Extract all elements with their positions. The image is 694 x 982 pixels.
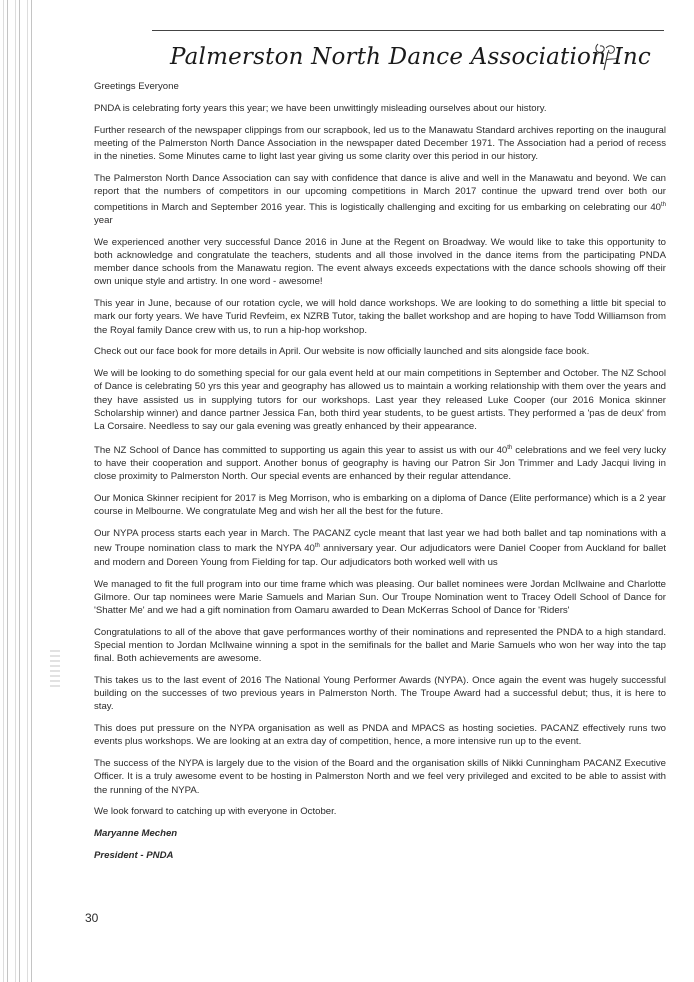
paragraph-3: The Palmerston North Dance Association can say with confidence that dance is alive and well in the Manawatu and beyond. We can report that the numbers of competitors in our upcoming competitions in March 2017 continue the upward trend over both our competitions in March and September 2016 year. This is logistically challenging and exciting for us embarking on celebrating our 40th year bbox=[94, 173, 666, 226]
signature-title: President - PNDA bbox=[94, 850, 174, 862]
paragraph-1: PNDA is celebrating forty years this year; we have been unwittingly misleading ourselves about our history. bbox=[94, 103, 547, 115]
paragraph-7: We will be looking to do something special for our gala event held at our main competitions in September and October. The NZ School of Dance is celebrating 50 yrs this year and geography has allowed us to maintain a working relationship with them over the years and they have assisted us in supplying tutors for our workshops. Last year they released Luke Cooper (our 2016 Monica skinner Scholarship winner) and dance partner Jessica Fan, both third year students, to be guest artists. They performed a 'pas de deux' from La Corsaire. Needless to say our gala evening was greatly enhanced by their appearance. bbox=[94, 368, 666, 433]
scan-smudge bbox=[50, 650, 60, 690]
paragraph-9: Our Monica Skinner recipient for 2017 is Meg Morrison, who is embarking on a diploma of Dance (Elite performance) which is a 2 year course in Melbourne. We congratulate Meg and wish her all the best for the future. bbox=[94, 493, 666, 518]
paragraph-2: Further research of the newspaper clippings from our scrapbook, led us to the Manawatu Standard archives reporting on the inaugural meeting of the Palmerston North Dance Association in the newspaper dated December 1971. The Association had a period of recess in the nineties. Some Minutes came to light last year giving us some clarity over this period in our history. bbox=[94, 125, 666, 163]
paragraph-6: Check out our face book for more details in April. Our website is now officially launched and sits alongside face book. bbox=[94, 346, 590, 358]
paragraph-12: Congratulations to all of the above that gave performances worthy of their nominations and represented the PNDA to a high standard. Special mention to Jordan McIlwaine winning a spot in the semifinals for the ballet and Marie Samuels who won her way into the tap final. Both achievements are awesome. bbox=[94, 626, 666, 665]
paragraph-5: This year in June, because of our rotation cycle, we will hold dance workshops. We are looking to do something a little bit special to mark our forty years. We have Turid Revfeim, ex NZRB Tutor, taking the ballet workshop and are hoping to have Todd Williamson from the Royal family Dance crew with us, to run a hip-hop workshop. bbox=[94, 298, 666, 336]
header-rule bbox=[152, 30, 664, 31]
paragraph-13: This takes us to the last event of 2016 The National Young Performer Awards (NYPA). Once again the event was hugely successful building on the successes of two previous years in Palmerston North. The Troupe Award had a successful debut; thus, it is here to stay. bbox=[94, 675, 666, 713]
paragraph-16: We look forward to catching up with everyone in October. bbox=[94, 806, 337, 818]
flourish-ornament-icon bbox=[592, 40, 622, 74]
scan-binding-edge bbox=[0, 0, 34, 982]
signature-name: Maryanne Mechen bbox=[94, 828, 178, 840]
paragraph-8: The NZ School of Dance has committed to supporting us again this year to assist us with our 40th celebrations and we feel very lucky to have their cooperation and support. Another bonus of geography is having our Patron Sir Jon Trimmer and Lady Jacqui living in close proximity to Palmerston North. Our special events are enhanced by their regular attendance. bbox=[94, 444, 666, 483]
greeting: Greetings Everyone bbox=[94, 81, 179, 92]
paragraph-10: Our NYPA process starts each year in March. The PACANZ cycle meant that last year we had both ballet and tap nominations with a new Troupe nomination class to mark the NYPA 40th anniversary year. Our adjudicators were Daniel Cooper from Auckland for ballet and modern and Doreen Young from Fielding for tap. Our adjudicators both worked well with us bbox=[94, 528, 666, 568]
paragraph-15: The success of the NYPA is largely due to the vision of the Board and the organisation skills of Nikki Cunningham PACANZ Executive Officer. It is a truly awesome event to be hosting in Palmerston North and we feel very privileged and excited to be able to assist with the running of the NYPA. bbox=[94, 758, 666, 796]
paragraph-4: We experienced another very successful Dance 2016 in June at the Regent on Broadway. We would like to take this opportunity to both acknowledge and congratulate the teachers, students and all those involved in the dance items from the participating PNDA member dance schools from the Manawatu region. The event always exceeds expectations with the dance schools showing off their own unique style and artistry. In one word - awesome! bbox=[94, 236, 666, 288]
paragraph-14: This does put pressure on the NYPA organisation as well as PNDA and MPACS as hosting societies. PACANZ effectively runs two events plus workshops. We are looking at an extra day of competition, hence, a more intensive run up to the event. bbox=[94, 723, 666, 748]
document-title: Palmerston North Dance Association Inc bbox=[170, 44, 652, 70]
letter-body bbox=[94, 80, 666, 871]
paragraph-11: We managed to fit the full program into our time frame which was pleasing. Our ballet nominees were Jordan McIlwaine and Charlotte Gilmore. Our tap nominees were Marie Samuels and Marian Sun. Our Troupe Nomination went to Tracey Odell School of Dance for 'Shatter Me' and we had a gift nomination from Oamaru awarded to Dean McKerras School of Dance for 'Riders' bbox=[94, 578, 666, 616]
page-number: 30 bbox=[85, 911, 99, 925]
